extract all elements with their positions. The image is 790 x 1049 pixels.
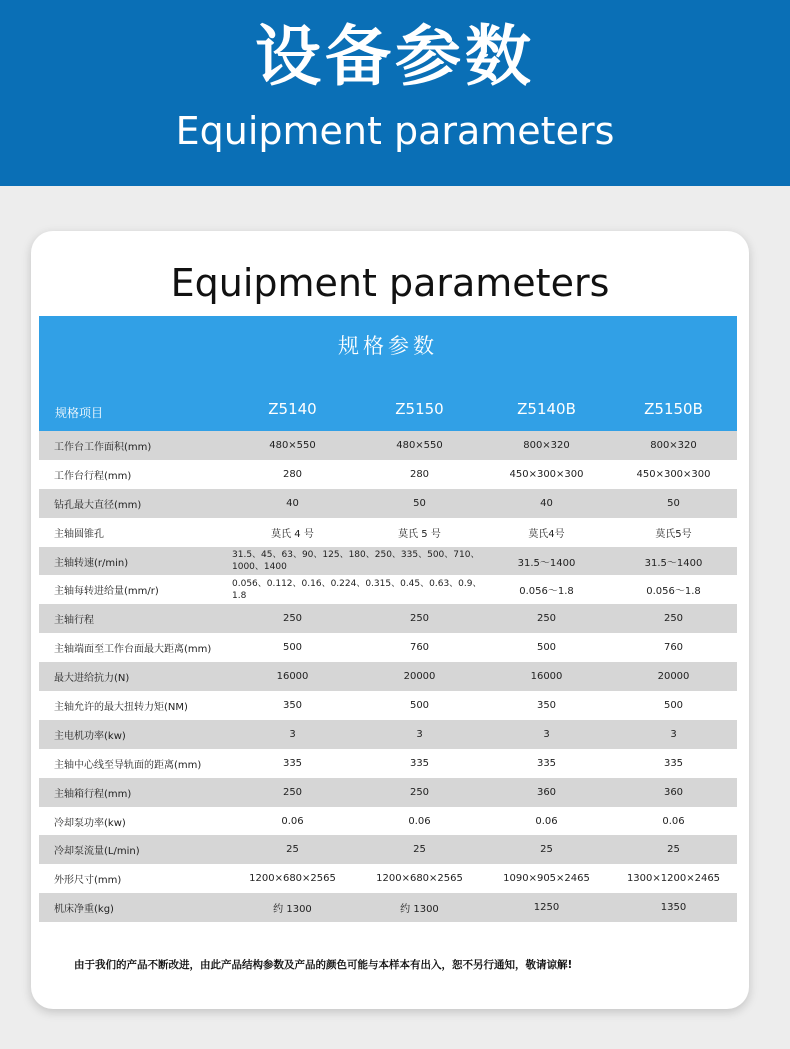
table-header [39,316,737,431]
row-value: 50 [667,497,680,509]
table-row [39,662,737,691]
row-value: 0.06 [281,815,304,827]
parameters-table [39,316,737,922]
row-value: 480×550 [269,439,316,451]
row-value: 250 [663,613,684,625]
row-value: 25 [667,844,680,856]
table-row [39,604,737,633]
table-row [39,749,737,778]
row-value: 280 [409,468,430,480]
row-value: 450×300×300 [509,468,584,480]
row-value: 莫氏 4 号 [271,528,314,540]
row-value: 350 [282,699,303,711]
row-label: 机床净重(kg) [54,904,114,916]
header-model-z5150b: Z5150B [644,400,703,418]
row-value: 250 [536,613,557,625]
table-row [39,460,737,489]
row-label: 主轴中心线至导轨面的距离(mm) [54,759,202,771]
table-caption: 规格参数 [338,334,438,358]
banner-subtitle: Equipment parameters [175,109,615,153]
row-value: 1090×905×2465 [503,873,590,885]
row-value: 335 [409,757,430,769]
row-value: 0.06 [535,815,558,827]
row-value: 3 [289,728,296,740]
table-row [39,720,737,749]
header-model-z5140b: Z5140B [517,400,576,418]
table-row [39,547,737,576]
row-value: 40 [540,497,553,509]
table-row [39,864,737,893]
row-label: 主轴行程 [54,615,94,627]
row-label: 冷却泵功率(kw) [54,817,126,829]
header-columns [39,397,737,421]
row-merged-value: 31.5、45、63、90、125、180、250、335、500、710、1000、1400 [232,550,480,572]
row-value: 800×320 [650,439,697,451]
card-title: Equipment parameters [170,261,610,305]
row-value: 25 [540,844,553,856]
header-spec-item: 规格项目 [55,406,104,420]
row-value: 250 [409,786,430,798]
row-value: 20000 [657,671,690,683]
table-row [39,691,737,720]
table-row [39,893,737,922]
top-banner [0,0,790,186]
row-value: 1200×680×2565 [249,873,336,885]
row-value: 800×320 [523,439,570,451]
row-value: 25 [286,844,299,856]
row-label: 主轴箱行程(mm) [54,788,132,800]
row-value: 3 [670,728,677,740]
row-value: 250 [282,786,303,798]
row-value: 280 [282,468,303,480]
row-label: 冷却泵流量(L/min) [54,846,140,858]
banner-title: 设备参数 [255,18,535,95]
row-value: 约 1300 [273,904,312,916]
disclaimer-note: 由于我们的产品不断改进，由此产品结构参数及产品的颜色可能与本样本有出入，恕不另行通知，敬请谅解! [74,959,573,971]
row-value: 250 [409,613,430,625]
table-row [39,807,737,836]
row-merged-value: 0.056、0.112、0.16、0.224、0.315、0.45、0.63、0.9、1.8 [232,578,482,601]
table-row [39,633,737,662]
row-label: 外形尺寸(mm) [54,875,122,887]
table-row [39,518,737,547]
row-value: 0.06 [408,815,431,827]
row-value: 0.06 [662,815,685,827]
header-model-z5150: Z5150 [395,400,444,418]
row-label: 工作台行程(mm) [54,470,132,482]
row-value: 3 [416,728,423,740]
row-value: 16000 [530,671,563,683]
row-value: 1200×680×2565 [376,873,463,885]
row-value: 360 [663,786,684,798]
row-label: 主电机功率(kw) [54,730,126,742]
row-value: 40 [286,497,299,509]
row-value: 莫氏 5 号 [398,528,441,540]
row-label: 主轴允许的最大扭转力矩(NM) [54,701,188,713]
row-value: 335 [536,757,557,769]
row-value: 1250 [533,902,560,914]
row-value: 1350 [660,902,687,914]
row-value: 360 [536,786,557,798]
row-value: 1300×1200×2465 [626,873,721,885]
row-value: 0.056～1.8 [646,586,701,598]
row-value: 莫氏4号 [528,528,565,540]
parameters-card [31,231,749,1009]
row-label: 主轴端面至工作台面最大距离(mm) [54,644,212,656]
row-value: 3 [543,728,550,740]
table-row [39,575,737,604]
row-value: 500 [409,699,430,711]
row-value: 760 [663,642,684,654]
row-value: 莫氏5号 [655,528,692,540]
row-value: 760 [409,642,430,654]
header-model-z5140: Z5140 [268,400,317,418]
row-label: 工作台工作面积(mm) [54,441,152,453]
row-label: 主轴每转进给量(mm/r) [54,586,159,598]
row-value: 335 [282,757,303,769]
table-row [39,489,737,518]
row-value: 480×550 [396,439,443,451]
row-label: 主轴转速(r/min) [54,557,129,569]
table-row [39,835,737,864]
table-row [39,778,737,807]
row-value: 31.5～1400 [644,557,703,569]
row-value: 20000 [403,671,436,683]
row-value: 500 [663,699,684,711]
row-label: 主轴圆锥孔 [54,528,104,540]
row-label: 钻孔最大直径(mm) [54,499,142,511]
row-value: 50 [413,497,426,509]
row-value: 31.5～1400 [517,557,576,569]
row-value: 450×300×300 [636,468,711,480]
table-row [39,431,737,460]
table-body [39,431,737,922]
row-value: 16000 [276,671,309,683]
row-value: 350 [536,699,557,711]
row-value: 335 [663,757,684,769]
row-value: 500 [282,642,303,654]
row-label: 最大进给抗力(N) [54,673,130,685]
row-value: 250 [282,613,303,625]
row-value: 0.056～1.8 [519,586,574,598]
row-value: 约 1300 [400,904,439,916]
row-value: 25 [413,844,426,856]
row-value: 500 [536,642,557,654]
